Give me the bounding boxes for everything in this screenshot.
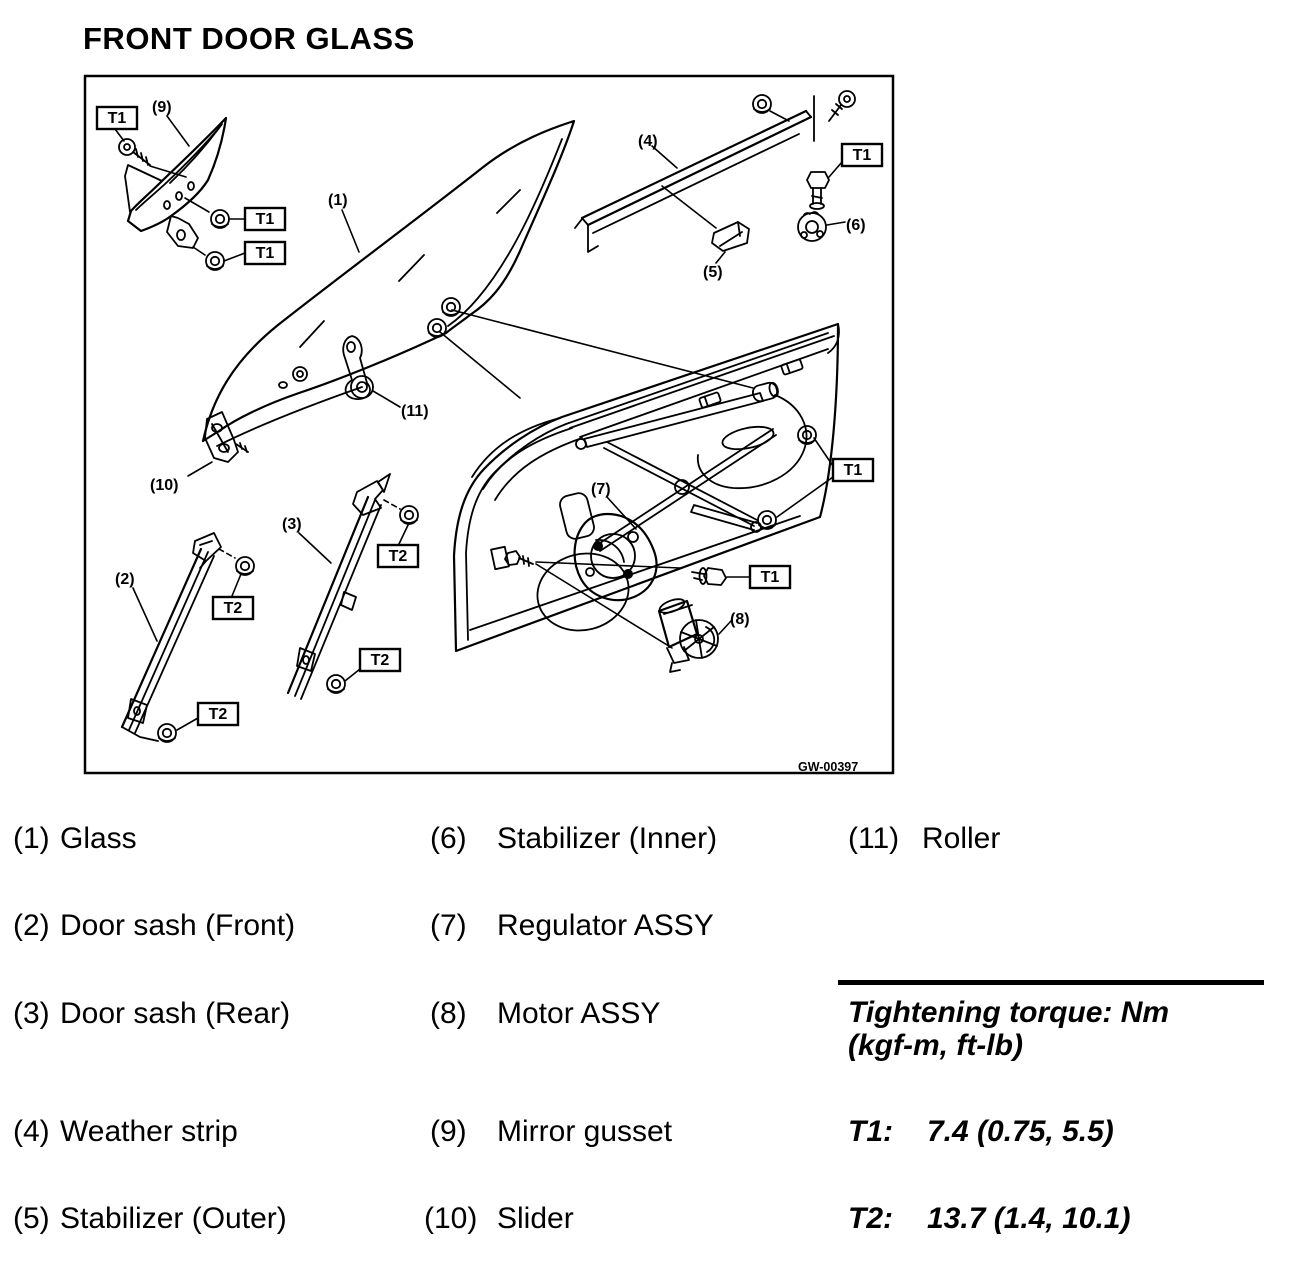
legend-item-stabilizer-inner — [430, 822, 717, 856]
callout-t1-label: T1 — [255, 245, 275, 262]
callout-t2-label: T2 — [223, 600, 243, 617]
roller-part — [343, 336, 400, 407]
torque-callout-t1-regulator-bolt — [750, 566, 790, 588]
legend-label: Stabilizer (Outer) — [60, 1202, 287, 1235]
torque-heading-line1: Tightening torque: Nm — [848, 996, 1170, 1029]
torque-spec-id: T1: — [848, 1115, 893, 1148]
legend-item-motor-assy — [430, 997, 660, 1031]
legend-item-door-sash-front — [13, 909, 295, 943]
legend-num: (10) — [424, 1202, 478, 1235]
motor-assy-part — [658, 596, 731, 672]
legend-num: (8) — [430, 997, 467, 1030]
legend-num: (4) — [13, 1115, 50, 1148]
part-label-6: (6) — [846, 217, 866, 234]
torque-callout-t2-sash-front-upper — [213, 597, 253, 619]
part-label-2: (2) — [115, 571, 135, 588]
part-label-11: (11) — [401, 403, 429, 420]
projection-lines — [440, 310, 753, 398]
regulator-screw — [505, 551, 533, 566]
legend-item-glass — [13, 822, 137, 856]
figure-code: GW-00397 — [798, 760, 859, 774]
torque-spec-t2 — [848, 1202, 1130, 1236]
legend-label: Regulator ASSY — [497, 909, 714, 942]
legend-item-regulator-assy — [430, 909, 714, 943]
legend-num: (6) — [430, 822, 467, 855]
legend-item-mirror-gusset — [430, 1115, 672, 1149]
callout-t1-label: T1 — [255, 211, 275, 228]
callout-t2-label: T2 — [370, 652, 390, 669]
legend-num: (11) — [848, 822, 900, 855]
legend-label: Mirror gusset — [497, 1115, 673, 1148]
legend-label: Stabilizer (Inner) — [497, 822, 718, 855]
stabilizer-outer-part — [712, 222, 749, 263]
part-label-9: (9) — [152, 99, 172, 116]
part-leaders — [342, 210, 359, 252]
legend-item-door-sash-rear — [13, 997, 290, 1031]
legend-label: Door sash (Front) — [60, 909, 296, 942]
legend-label: Motor ASSY — [497, 997, 661, 1030]
torque-callout-t2-sash-rear-lower — [360, 649, 400, 671]
weather-strip-screw — [829, 91, 855, 121]
gusset-screw — [119, 139, 150, 165]
legend-label: Glass — [60, 822, 137, 855]
part-label-3: (3) — [282, 516, 302, 533]
legend-num: (5) — [13, 1202, 50, 1235]
torque-heading-line2: (kgf-m, ft-lb) — [848, 1029, 1023, 1062]
legend-num: (7) — [430, 909, 467, 942]
torque-callout-t1-gusset-nut-upper — [245, 208, 285, 230]
legend-label: Door sash (Rear) — [60, 997, 291, 1030]
torque-spec-value: 7.4 (0.75, 5.5) — [927, 1115, 1114, 1148]
torque-callout-t2-sash-front-lower — [198, 703, 238, 725]
torque-spec-value: 13.7 (1.4, 10.1) — [927, 1202, 1131, 1235]
part-label-7: (7) — [591, 481, 611, 498]
callout-t1-label: T1 — [107, 110, 127, 127]
legend-label: Weather strip — [60, 1115, 238, 1148]
legend-label: Slider — [497, 1202, 574, 1235]
callout-t1-label: T1 — [843, 462, 863, 479]
callout-t2-label: T2 — [208, 706, 228, 723]
torque-rule — [838, 980, 1264, 985]
page-title: FRONT DOOR GLASS — [83, 21, 415, 56]
regulator-assy-part — [505, 381, 780, 648]
slider-part — [188, 412, 248, 476]
part-label-4: (4) — [638, 133, 658, 150]
legend-item-weather-strip — [13, 1115, 238, 1149]
legend-item-roller — [848, 822, 1000, 856]
torque-callout-t1-door-nuts — [833, 459, 873, 481]
torque-callout-t2-sash-rear-upper — [378, 545, 418, 567]
torque-spec-t1 — [848, 1115, 1114, 1149]
callout-t1-label: T1 — [760, 569, 780, 586]
legend-num: (3) — [13, 997, 50, 1030]
door-panel — [454, 324, 839, 651]
part-label-8: (8) — [730, 611, 750, 628]
legend-num: (1) — [13, 822, 50, 855]
legend-item-slider — [424, 1202, 574, 1236]
stabilizer-inner-part — [798, 162, 845, 241]
callout-t2-label: T2 — [388, 548, 408, 565]
legend-num: (2) — [13, 909, 50, 942]
part-label-5: (5) — [703, 264, 723, 281]
mirror-gusset-part — [115, 116, 245, 270]
legend-label: Roller — [922, 822, 1001, 855]
torque-callout-t1-gusset-screw — [97, 107, 137, 129]
part-label-1: (1) — [328, 192, 348, 209]
torque-callout-t1-stabilizer-bolt — [842, 144, 882, 166]
part-label-10: (10) — [150, 477, 179, 494]
legend-item-stabilizer-outer — [13, 1202, 287, 1236]
legend-num: (9) — [430, 1115, 467, 1148]
callout-t1-label: T1 — [852, 147, 872, 164]
torque-spec-id: T2: — [848, 1202, 893, 1235]
torque-callout-t1-gusset-nut-lower — [245, 242, 285, 264]
